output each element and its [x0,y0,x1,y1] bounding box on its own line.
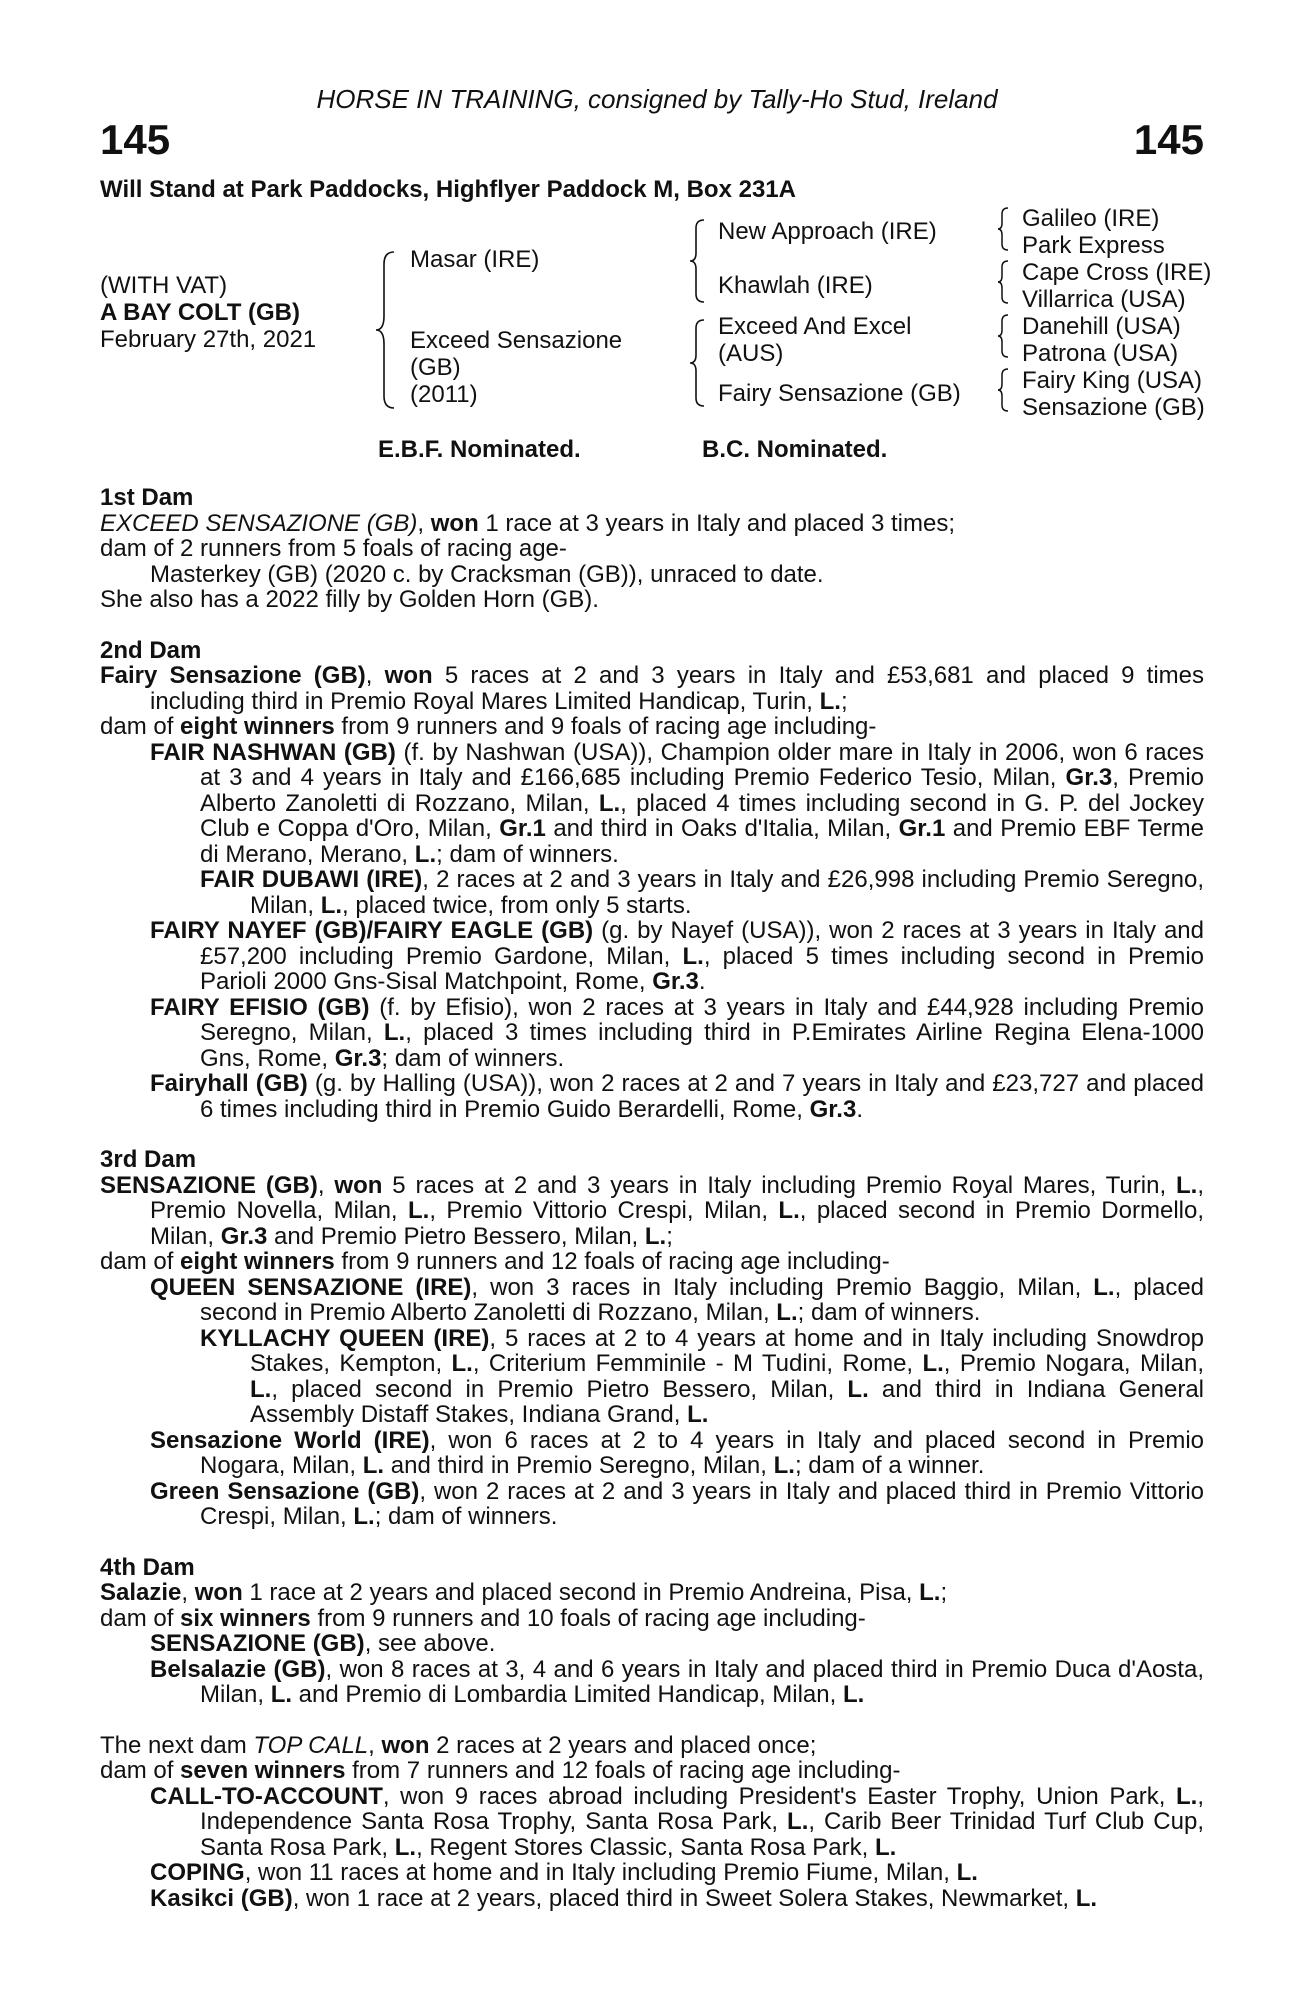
next-dam-lead: The next dam [100,1731,254,1759]
listed-mark: L. [353,1503,375,1530]
listed-mark: L. [773,1452,795,1479]
won-label: won [381,1731,430,1759]
first-dam-note: She also has a 2022 filly by Golden Horn (GB). [100,586,599,613]
listed-mark: L. [842,1681,865,1708]
first-dam-produce-1: Masterkey (GB) (2020 c. by Cracksman (GB)), unraced to date. [150,560,824,588]
produce-name: COPING [150,1859,245,1886]
listed-mark: L. [414,840,437,868]
listed-mark: L. [408,1197,430,1224]
listed-mark: L. [1075,1884,1098,1912]
listed-mark: L. [776,1299,798,1326]
produce-name: Green Sensazione (GB) [150,1477,420,1505]
listed-mark: L. [919,1579,941,1606]
produce-kyllachy-queen [100,1326,1204,1428]
produce-coping [100,1860,1204,1886]
dam-text: , Premio Vittorio Crespi, Milan, [429,1197,779,1224]
next-dam-produce-intro [100,1758,1204,1784]
listed-mark: L. [270,1681,293,1708]
dam-dam: Fairy Sensazione (GB) [718,380,961,407]
produce-fairy-nayef [100,918,1204,995]
third-dam-line: SENSAZIONE (GB), won 5 races at 2 and 3 years in Italy including Premio Royal Mares, Turin, L., Premio Novella, Milan, L., Premio Vittorio Crespi, Milan, L., placed second in Premio Dormello, Milan, Gr.3 and Premio Pietro Bessero, Milan, L.; [100,1171,1204,1250]
produce-fair-dubawi [100,867,1204,918]
produce-fairy-efisio [100,995,1204,1072]
dam-of-label: dam of [100,713,181,740]
produce-text: , Premio Alberto Zanoletti di Rozzano, Milan, [200,764,1204,817]
foaling-date: February 27th, 2021 [100,326,317,353]
lot-number-left: 145 [100,116,171,163]
next-dam-line [100,1733,1204,1759]
ddd: Sensazione (GB) [1022,394,1205,421]
dam-name-line3: (2011) [410,381,478,408]
punct: ; [666,1222,673,1250]
won-label: won [384,662,433,689]
listed-mark: L. [687,1401,709,1428]
produce-text: , Criterium Femminile - M Tudini, Rome, [472,1350,923,1377]
produce-text: , Carib Beer Trinidad Turf Club Cup, Santa Rosa Park, [200,1808,1204,1861]
won-label: won [430,509,479,537]
produce-fair-nashwan [100,740,1204,868]
vat-note: (WITH VAT) [100,272,228,299]
second-dam-heading: 2nd Dam [100,636,202,664]
brace-gen1-icon [374,250,396,410]
produce-text: , won 3 races in Italy including Premio Baggio, Milan, [471,1273,1094,1301]
dam-text: and Premio Pietro Bessero, Milan, [267,1222,645,1250]
produce-text: , won 9 races abroad including President's Easter Trophy, Union Park, [382,1782,1176,1810]
sdd: Villarrica (USA) [1022,286,1186,313]
produce-text: , placed twice, from only 5 starts. [342,891,692,919]
produce-name: SENSAZIONE (GB) [150,1630,365,1657]
listed-mark: L. [1176,1782,1198,1810]
lot-number-right: 145 [1133,116,1204,163]
group-mark: Gr.1 [898,815,946,842]
produce-name: FAIR NASHWAN (GB) [150,738,396,766]
produce-summary: from 9 runners and 10 foals of racing age including- [310,1604,866,1632]
brace-dam-icon [688,318,706,408]
produce-text: . [856,1095,863,1123]
dsd: Patrona (USA) [1022,340,1179,367]
horse-name: A BAY COLT (GB) [100,299,301,326]
dam-text: , Premio Novella, Milan, [150,1171,1204,1224]
group-mark: Gr.3 [220,1222,268,1250]
produce-text: , Premio Nogara, Milan, [943,1350,1204,1377]
produce-text: , won 2 races at 2 and 3 years in Italy and placed third in Premio Vittorio Crespi, Milan, [200,1477,1205,1530]
group-mark: Gr.3 [809,1095,857,1123]
dam-of-label: dam of [100,1604,181,1632]
produce-sensazione-world [100,1428,1204,1479]
produce-text: , placed second in Premio Pietro Bessero, Milan, [271,1375,848,1403]
second-dam-produce-intro [100,714,1204,740]
produce-name: QUEEN SENSAZIONE (IRE) [150,1273,472,1301]
next-dam-name: TOP CALL [253,1731,369,1759]
listed-mark: L. [956,1859,978,1886]
first-dam-produce-intro: dam of 2 runners from 5 foals of racing age- [100,535,567,562]
dds: Fairy King (USA) [1022,367,1203,394]
produce-text: . [698,968,706,995]
dam-name-line1: Exceed Sensazione [410,327,623,354]
listed-mark: L. [922,1350,944,1377]
produce-text: , won 6 races at 2 to 4 years in Italy and placed second in Premio Nogara, Milan, [200,1426,1204,1479]
produce-text: , placed 5 times including second in Premio Parioli 2000 Gns-Sisal Matchpoint, Rome, [200,942,1204,995]
consignor-line: HORSE IN TRAINING, consigned by Tally-Ho Stud, Ireland [316,84,998,114]
listed-mark: L. [598,789,621,817]
produce-text: , 5 races at 2 to 4 years at home and in Italy including Snowdrop Stakes, Kempton, [250,1324,1205,1377]
produce-kasikci [100,1886,1204,1912]
won-label: won [334,1171,383,1199]
brace-ss-icon [996,206,1010,252]
third-dam-produce-intro [100,1249,1204,1275]
produce-text: ; dam of winners. [797,1299,981,1326]
punct: , [368,1731,382,1759]
brace-ds-icon [996,313,1010,359]
produce-name: Fairyhall (GB) [150,1070,308,1097]
listed-mark: L. [644,1222,667,1250]
listed-mark: L. [778,1197,800,1224]
stand-location: Will Stand at Park Paddocks, Highflyer Paddock M, Box 231A [100,176,796,203]
ebf-nominated: E.B.F. Nominated. [378,436,581,463]
produce-name: CALL-TO-ACCOUNT [150,1782,383,1810]
listed-mark: L. [1175,1171,1198,1199]
first-dam-heading: 1st Dam [100,484,194,511]
produce-text: , won 1 race at 2 years, placed third in Sweet Solera Stakes, Newmarket, [292,1884,1076,1912]
produce-name: Belsalazie (GB) [150,1655,326,1683]
listed-mark: L. [682,942,704,970]
third-dam-heading: 3rd Dam [100,1146,197,1173]
sds: Cape Cross (IRE) [1022,259,1212,286]
dam-sire-line1: Exceed And Excel [718,313,912,340]
listed-mark: L. [819,687,841,715]
produce-text: and third in Premio Seregno, Milan, [384,1452,774,1479]
produce-text: ; dam of winners. [374,1503,558,1530]
listed-mark: L. [451,1350,473,1377]
group-mark: Gr.3 [652,968,699,995]
produce-name: FAIR DUBAWI (IRE) [200,866,423,893]
first-dam-name: EXCEED SENSAZIONE (GB) [100,509,418,537]
produce-text: , placed second in Premio Alberto Zanoletti di Rozzano, Milan, [200,1273,1205,1326]
produce-text: , Independence Santa Rosa Trophy, Santa Rosa Park, [200,1782,1204,1835]
third-dam-name: SENSAZIONE (GB) [100,1171,318,1199]
fourth-dam-heading: 4th Dam [100,1553,195,1581]
produce-text: , won 11 races at home and in Italy including Premio Fiume, Milan, [244,1859,957,1886]
first-dam-text: 1 race at 3 years in Italy and placed 3 times; [478,509,955,537]
dam-name-line2: (GB) [410,354,461,381]
fourth-dam-line: Salazie, won 1 race at 2 years and placed second in Premio Andreina, Pisa, L.; [100,1579,948,1606]
punct: ; [840,687,848,715]
second-dam-name: Fairy Sensazione (GB) [100,662,366,689]
dss: Danehill (USA) [1022,313,1181,340]
sire-name: Masar (IRE) [410,246,540,273]
produce-fairyhall [100,1071,1204,1122]
produce-text: , see above. [364,1630,496,1657]
second-dam-line: Fairy Sensazione (GB), won 5 races at 2 and 3 years in Italy and £53,681 and placed 9 times including third in Premio Royal Mares Limited Handicap, Turin, L.; [100,662,1205,715]
produce-queen-sensazione [100,1275,1204,1326]
produce-green-sensazione [100,1479,1204,1530]
produce-name: Sensazione World (IRE) [150,1426,430,1454]
produce-text: ; dam of winners. [381,1044,565,1072]
produce-name: Kasikci (GB) [150,1884,293,1912]
fourth-dam-name: Salazie [100,1579,182,1606]
group-mark: Gr.1 [499,815,546,842]
won-label: won [194,1579,243,1606]
produce-text: ; dam of winners. [436,840,619,868]
dam-sire-line2: (AUS) [718,340,784,367]
winners-count: eight winners [180,1248,335,1275]
dam-text: 2 races at 2 years and placed once; [429,1731,817,1759]
produce-text: , won 8 races at 3, 4 and 6 years in Italy and placed third in Premio Duca d'Aosta, Milan, [200,1655,1204,1708]
group-mark: Gr.3 [334,1044,382,1072]
produce-text: (g. by Halling (USA)), won 2 races at 2 and 7 years in Italy and £23,727 and placed 6 times including third in Premio Guido Berardelli, Rome, [200,1070,1204,1123]
listed-mark: L. [874,1833,897,1861]
dam-text: 5 races at 2 and 3 years in Italy including Premio Royal Mares, Turin, [382,1171,1176,1199]
brace-dd-icon [996,367,1010,413]
listed-mark: L. [362,1452,385,1479]
produce-text: , 2 races at 2 and 3 years in Italy and £26,998 including Premio Seregno, Milan, [250,866,1204,919]
produce-text: and third in Oaks d'Italia, Milan, [545,815,899,842]
listed-mark: L. [250,1375,272,1403]
produce-summary: from 9 runners and 12 foals of racing age including- [334,1248,890,1275]
punct: ; [940,1579,948,1606]
produce-text: ; dam of a winner. [794,1452,985,1479]
produce-name: FAIRY NAYEF (GB)/FAIRY EAGLE (GB) [150,917,594,944]
brace-sd-icon [996,259,1010,305]
dam-text: , placed second in Premio Dormello, Milan, [150,1197,1204,1250]
winners-count: seven winners [180,1757,346,1784]
group-mark: Gr.3 [1065,764,1113,791]
produce-name: KYLLACHY QUEEN (IRE) [200,1324,490,1352]
sire-dam: Khawlah (IRE) [718,272,873,299]
ssd: Park Express [1022,232,1165,259]
listed-mark: L. [787,1808,809,1835]
dam-of-label: dam of [100,1757,181,1784]
produce-text: and third in Indiana General Assembly Distaff Stakes, Indiana Grand, [250,1375,1204,1428]
listed-mark: L. [847,1375,869,1403]
fourth-dam-produce-intro [100,1606,1204,1632]
listed-mark: L. [320,891,343,919]
produce-text: and Premio EBF Terme di Merano, Merano, [200,815,1204,868]
second-dam-text: 5 races at 2 and 3 years in Italy and £53,681 and placed 9 times including third in Premio Royal Mares Limited Handicap, Turin, [150,662,1205,715]
listed-mark: L. [1093,1273,1115,1301]
produce-text: and Premio di Lombardia Limited Handicap, Milan, [292,1681,843,1708]
winners-count: eight winners [180,713,335,740]
sss: Galileo (IRE) [1022,205,1160,232]
dam-details [100,485,1204,1911]
produce-text: , placed 4 times including second in G. P. del Jockey Club e Coppa d'Oro, Milan, [200,789,1205,842]
listed-mark: L. [394,1833,417,1861]
listed-mark: L. [383,1019,406,1046]
produce-call-to-account [100,1784,1204,1861]
produce-text: (f. by Nashwan (USA)), Champion older mare in Italy in 2006, won 6 races at 3 and 4 years in Italy and £166,685 including Premio Federico Tesio, Milan, [200,738,1204,791]
dam-text: 1 race at 2 years and placed second in Premio Andreina, Pisa, [242,1579,920,1606]
produce-sensazione [100,1631,1204,1657]
produce-text: (g. by Nayef (USA)), won 2 races at 3 years in Italy and £57,200 including Premio Gardone, Milan, [200,917,1204,970]
bc-nominated: B.C. Nominated. [702,436,888,463]
produce-summary: from 9 runners and 9 foals of racing age including- [334,713,877,740]
brace-sire-icon [688,218,706,304]
produce-text: , placed 3 times including third in P.Emirates Airline Regina Elena-1000 Gns, Rome, [200,1019,1204,1072]
produce-text: , Regent Stores Classic, Santa Rosa Park, [416,1833,875,1861]
dam-of-label: dam of [100,1248,181,1275]
produce-name: FAIRY EFISIO (GB) [150,993,370,1021]
winners-count: six winners [180,1604,311,1632]
sire-sire: New Approach (IRE) [718,218,937,245]
produce-text: (f. by Efisio), won 2 races at 3 years in Italy and £44,928 including Premio Seregno, Milan, [200,993,1204,1046]
produce-belsalazie [100,1657,1204,1708]
produce-summary: from 7 runners and 12 foals of racing age including- [345,1757,901,1784]
first-dam-line: EXCEED SENSAZIONE (GB), won 1 race at 3 years in Italy and placed 3 times; [100,509,955,537]
